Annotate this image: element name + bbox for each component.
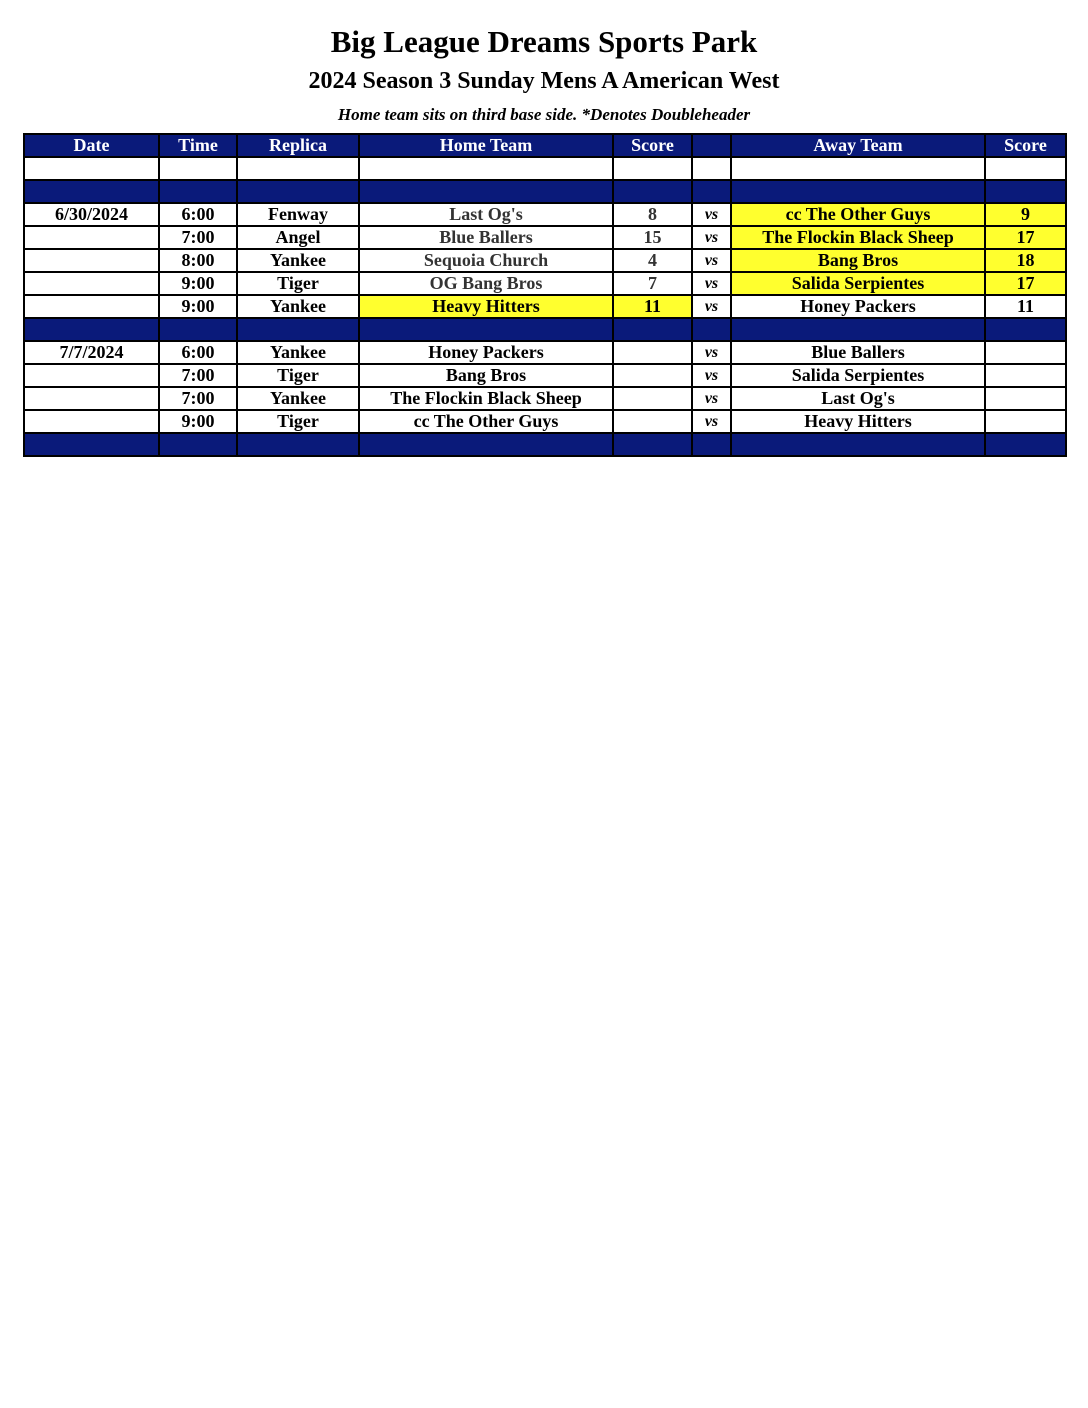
game-time: 7:00 bbox=[159, 226, 237, 249]
vs-label: vs bbox=[692, 364, 731, 387]
table-row bbox=[24, 387, 1066, 410]
home-score: 15 bbox=[613, 226, 692, 249]
vs-label: vs bbox=[692, 203, 731, 226]
table-row bbox=[24, 272, 1066, 295]
col-replica: Replica bbox=[237, 134, 359, 157]
col-time: Time bbox=[159, 134, 237, 157]
game-field: Angel bbox=[237, 226, 359, 249]
away-team: Last Og's bbox=[731, 387, 985, 410]
game-field: Yankee bbox=[237, 387, 359, 410]
vs-label: vs bbox=[692, 226, 731, 249]
home-team: Honey Packers bbox=[359, 341, 613, 364]
home-score bbox=[613, 364, 692, 387]
table-row bbox=[24, 203, 1066, 226]
away-team: cc The Other Guys bbox=[731, 203, 985, 226]
home-team: Heavy Hitters bbox=[359, 295, 613, 318]
table-row bbox=[24, 226, 1066, 249]
game-field: Fenway bbox=[237, 203, 359, 226]
separator-band bbox=[24, 433, 1066, 456]
away-score: 17 bbox=[985, 272, 1066, 295]
game-field: Yankee bbox=[237, 295, 359, 318]
separator-band bbox=[24, 180, 1066, 203]
game-time: 8:00 bbox=[159, 249, 237, 272]
home-team: Last Og's bbox=[359, 203, 613, 226]
vs-label: vs bbox=[692, 249, 731, 272]
game-field: Yankee bbox=[237, 249, 359, 272]
col-away-team: Away Team bbox=[731, 134, 985, 157]
home-score: 8 bbox=[613, 203, 692, 226]
home-score: 4 bbox=[613, 249, 692, 272]
table-row bbox=[24, 410, 1066, 433]
home-score bbox=[613, 387, 692, 410]
home-team: Sequoia Church bbox=[359, 249, 613, 272]
vs-label: vs bbox=[692, 387, 731, 410]
away-score bbox=[985, 341, 1066, 364]
page-subtitle: 2024 Season 3 Sunday Mens A American West bbox=[308, 68, 780, 94]
home-team: Bang Bros bbox=[359, 364, 613, 387]
schedule-table bbox=[23, 133, 1067, 457]
col-date: Date bbox=[24, 134, 159, 157]
table-row bbox=[24, 341, 1066, 364]
game-field: Tiger bbox=[237, 410, 359, 433]
game-date: 6/30/2024 bbox=[24, 203, 159, 226]
away-score: 17 bbox=[985, 226, 1066, 249]
away-score bbox=[985, 410, 1066, 433]
game-time: 9:00 bbox=[159, 295, 237, 318]
away-team: Bang Bros bbox=[731, 249, 985, 272]
col-away-score: Score bbox=[985, 134, 1066, 157]
away-team: Blue Ballers bbox=[731, 341, 985, 364]
game-field: Tiger bbox=[237, 364, 359, 387]
game-time: 6:00 bbox=[159, 341, 237, 364]
col-home-score: Score bbox=[613, 134, 692, 157]
away-team: Heavy Hitters bbox=[731, 410, 985, 433]
home-team: The Flockin Black Sheep bbox=[359, 387, 613, 410]
game-time: 9:00 bbox=[159, 272, 237, 295]
game-field: Yankee bbox=[237, 341, 359, 364]
home-score bbox=[613, 341, 692, 364]
blank-row bbox=[24, 157, 1066, 180]
game-time: 9:00 bbox=[159, 410, 237, 433]
vs-label: vs bbox=[692, 410, 731, 433]
vs-label: vs bbox=[692, 295, 731, 318]
away-team: Salida Serpientes bbox=[731, 364, 985, 387]
home-team: Blue Ballers bbox=[359, 226, 613, 249]
table-row bbox=[24, 249, 1066, 272]
vs-label: vs bbox=[692, 341, 731, 364]
page-title: Big League Dreams Sports Park bbox=[330, 24, 758, 59]
home-score: 11 bbox=[613, 295, 692, 318]
away-team: Honey Packers bbox=[731, 295, 985, 318]
table-row bbox=[24, 364, 1066, 387]
col-home-team: Home Team bbox=[359, 134, 613, 157]
home-score: 7 bbox=[613, 272, 692, 295]
game-time: 7:00 bbox=[159, 364, 237, 387]
home-team: OG Bang Bros bbox=[359, 272, 613, 295]
away-score: 9 bbox=[985, 203, 1066, 226]
away-team: The Flockin Black Sheep bbox=[731, 226, 985, 249]
separator-band bbox=[24, 318, 1066, 341]
home-score bbox=[613, 410, 692, 433]
away-team: Salida Serpientes bbox=[731, 272, 985, 295]
game-field: Tiger bbox=[237, 272, 359, 295]
home-team: cc The Other Guys bbox=[359, 410, 613, 433]
game-time: 6:00 bbox=[159, 203, 237, 226]
game-time: 7:00 bbox=[159, 387, 237, 410]
away-score: 11 bbox=[985, 295, 1066, 318]
col-vs bbox=[692, 134, 731, 157]
vs-label: vs bbox=[692, 272, 731, 295]
away-score bbox=[985, 364, 1066, 387]
header-row bbox=[24, 134, 1066, 157]
table-row bbox=[24, 295, 1066, 318]
game-date: 7/7/2024 bbox=[24, 341, 159, 364]
away-score: 18 bbox=[985, 249, 1066, 272]
away-score bbox=[985, 387, 1066, 410]
schedule-note: Home team sits on third base side. *Denotes Doubleheader bbox=[337, 105, 751, 124]
